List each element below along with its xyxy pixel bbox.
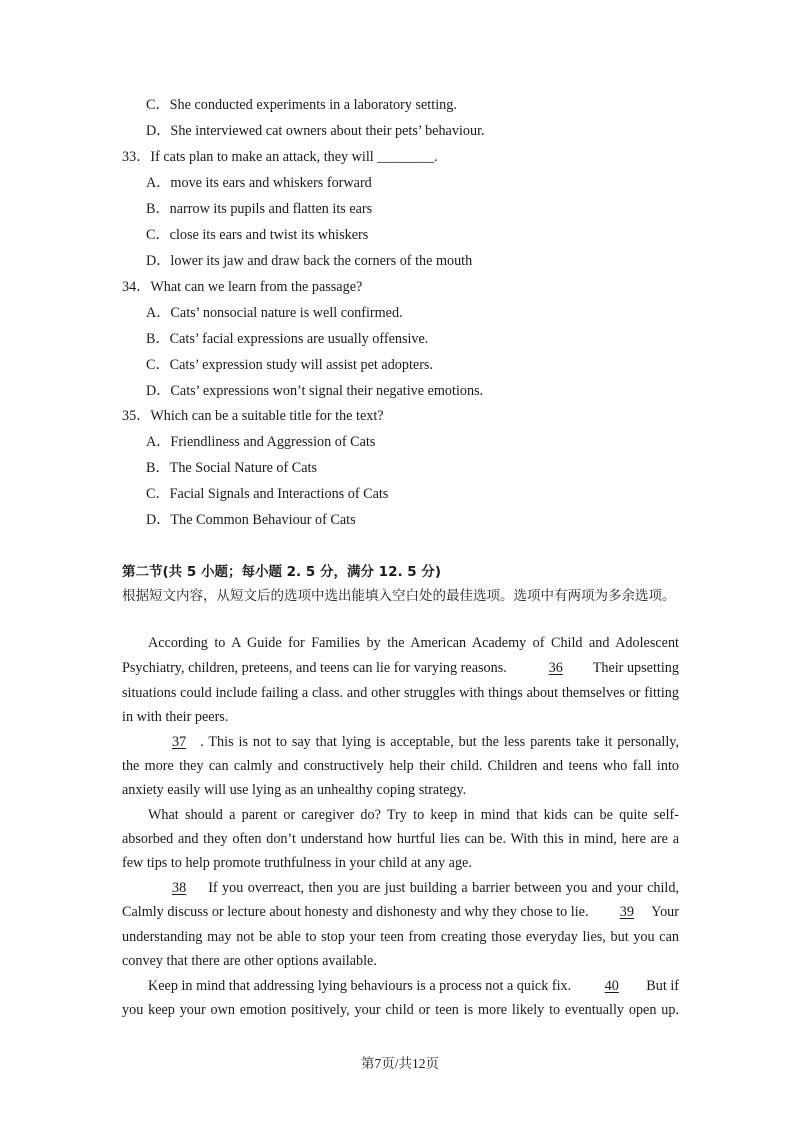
passage-p2-line1-text: . This is not to say that lying is acceptable, but the less parents take it personally,	[200, 734, 679, 750]
q32-option-d: D．She interviewed cat owners about their pets’ behaviour.	[146, 123, 485, 139]
blank-36-number: 36	[548, 660, 563, 676]
section-heading: 第二节(共 5 小题；每小题 2. 5 分，满分 12. 5 分)	[122, 564, 442, 580]
passage-p5-line1	[148, 977, 679, 995]
q33-option-b: B．narrow its pupils and flatten its ears	[146, 201, 373, 217]
q35-option-a: A．Friendliness and Aggression of Cats	[146, 434, 376, 450]
passage-p2-line3: anxiety easily will use lying as an unhealthy coping strategy.	[122, 782, 467, 798]
q33-stem: 33．If cats plan to make an attack, they will ________.	[122, 149, 438, 165]
passage-p3-line1: What should a parent or caregiver do? Try to keep in mind that kids can be quite self-	[148, 807, 679, 823]
q34-option-a: A．Cats’ nonsocial nature is well confirmed.	[146, 305, 403, 321]
section-instruction: 根据短文内容，从短文后的选项中选出能填入空白处的最佳选项。选项中有两项为多余选项。	[122, 588, 676, 604]
page-footer: 第7页/共12页	[360, 1056, 439, 1071]
passage-p3-line2: absorbed and they often don’t understand how hurtful lies can be. With this in mind, here are a	[122, 831, 679, 847]
passage-p5-line2: you keep your own emotion positively, your child or teen is more likely to eventually open up.	[122, 1002, 679, 1018]
passage-p2-line1	[148, 733, 679, 751]
q34-stem: 34．What can we learn from the passage?	[122, 279, 363, 295]
passage-p4-line1	[148, 879, 679, 897]
passage-p1-line2-text-a: Psychiatry, children, preteens, and teens can lie for varying reasons.	[122, 660, 507, 676]
q35-stem: 35．Which can be a suitable title for the text?	[122, 408, 384, 424]
q33-option-a: A．move its ears and whiskers forward	[146, 175, 372, 191]
q35-option-d: D．The Common Behaviour of Cats	[146, 512, 356, 528]
q35-option-c: C．Facial Signals and Interactions of Cats	[146, 486, 389, 502]
passage-p4-line1-text: If you overreact, then you are just building a barrier between you and your child,	[208, 880, 679, 896]
passage-p5-line1-text-b: But if	[646, 978, 679, 994]
q34-option-c: C．Cats’ expression study will assist pet adopters.	[146, 357, 434, 373]
q32-option-c: C．She conducted experiments in a laboratory setting.	[146, 97, 457, 113]
passage-p1-line4: in with their peers.	[122, 709, 229, 725]
q34-option-b: B．Cats’ facial expressions are usually offensive.	[146, 331, 429, 347]
q35-option-b: B．The Social Nature of Cats	[146, 460, 317, 476]
passage-p4-line4: convey that there are other options available.	[122, 953, 377, 969]
passage-p4-line2-text-b: Your	[651, 904, 679, 920]
passage-p1-line2	[122, 659, 679, 677]
passage-p4-line2-text-a: Calmly discuss or lecture about honesty and dishonesty and why they chose to lie.	[122, 904, 589, 920]
passage-p5-line1-text-a: Keep in mind that addressing lying behaviours is a process not a quick fix.	[148, 978, 572, 994]
blank-37: 37	[172, 734, 187, 750]
q33-option-c: C．close its ears and twist its whiskers	[146, 227, 369, 243]
q34-option-d: D．Cats’ expressions won’t signal their negative emotions.	[146, 383, 484, 399]
blank-36	[519, 659, 581, 677]
passage-p3-line3: few tips to help promote truthfulness in your child at any age.	[122, 855, 472, 871]
blank-40: 40	[604, 978, 619, 994]
q33-option-d: D．lower its jaw and draw back the corners of the mouth	[146, 253, 473, 269]
passage-p4-line3: understanding may not be able to stop your teen from creating those everyday lies, but you can	[122, 929, 679, 945]
blank-39: 39	[619, 904, 634, 920]
passage-p2-line2: the more they can calmly and constructively help their child. Children and teens who fall into	[122, 758, 679, 774]
passage-p4-line2	[122, 903, 679, 921]
passage-p1-line3: situations could include failing a class. and other struggles with things about themselves or fitting	[122, 685, 679, 701]
passage-p1-line1: According to A Guide for Families by the American Academy of Child and Adolescent	[148, 635, 679, 651]
passage-p1-line2-text-b: Their upsetting	[592, 660, 679, 676]
blank-38: 38	[172, 880, 187, 896]
